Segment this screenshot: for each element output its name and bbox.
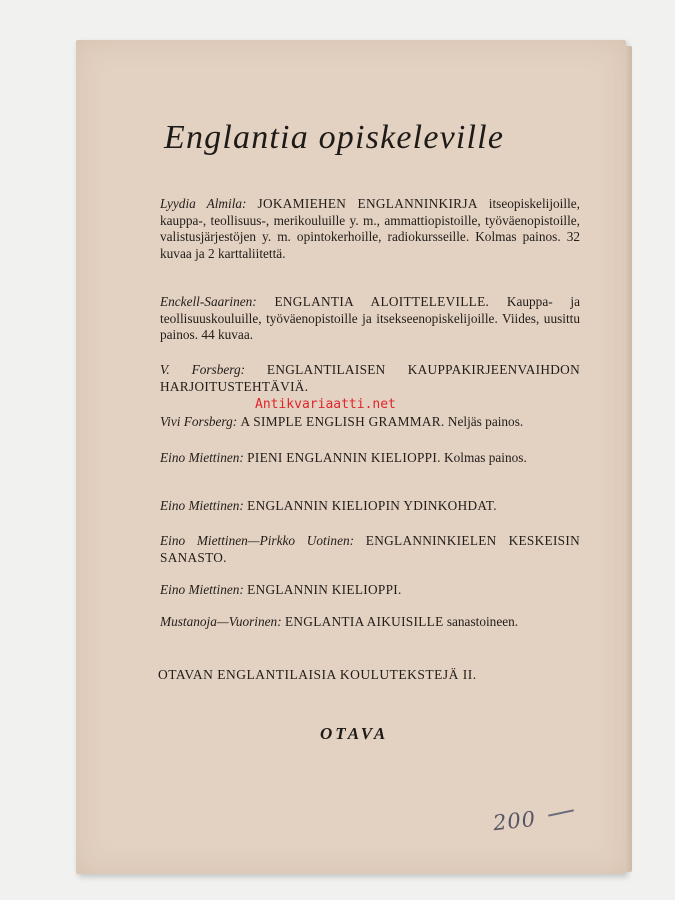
entry-work: ENGLANTIA ALOITTELEVILLE.	[274, 294, 490, 309]
entry-author: Mustanoja—Vuorinen:	[160, 614, 282, 629]
entry-work: PIENI ENGLANNIN KIELIOPPI.	[247, 450, 441, 465]
book-entry	[160, 450, 580, 467]
watermark-text: Antikvariaatti.net	[255, 397, 396, 412]
entry-author: Eino Miettinen:	[160, 498, 244, 513]
book-entry	[160, 414, 580, 431]
book-entry	[160, 582, 580, 599]
entry-details: Neljäs painos.	[447, 414, 524, 429]
book-entry	[160, 294, 580, 344]
entry-author: V. Forsberg:	[160, 362, 246, 377]
entry-work: JOKAMIEHEN ENGLANNINKIRJA	[257, 196, 478, 211]
publisher-name: OTAVA	[320, 724, 389, 743]
entry-details: Kolmas painos.	[444, 450, 527, 465]
entry-work: ENGLANTIA AIKUISILLE	[284, 614, 444, 629]
entry-work: A SIMPLE ENGLISH GRAMMAR.	[240, 414, 445, 429]
entry-work: ENGLANNIN KIELIOPPI.	[247, 582, 402, 597]
entry-details: Kauppa- ja teollisuuskouluille, työväenopistoille ja itsekseenopiskelijoille. Viides, uusittu painos. 44 kuvaa.	[160, 294, 580, 342]
entry-author: Eino Miettinen:	[160, 450, 244, 465]
book-entry	[160, 498, 580, 515]
entry-author: Enckell-Saarinen:	[160, 294, 257, 309]
entry-author: Eino Miettinen—Pirkko Uotinen:	[160, 533, 355, 548]
page-edge	[626, 46, 632, 872]
cover-title: Englantia opiskeleville	[164, 119, 505, 156]
book-entry	[160, 196, 580, 262]
entry-work: ENGLANNINKIELEN KESKEISIN SANASTO.	[160, 533, 581, 565]
entry-details: itseopiskelijoille, kauppa-, teollisuus-, merikouluille y. m., ammattiopistoille, työväenopistoille, valistusjärjestöjen y. m. opintokerhoille, radiokursseille. Kolmas painos. 32 kuvaa ja 2 karttaliitettä.	[160, 196, 580, 261]
series-name: OTAVAN ENGLANTILAISIA KOULUTEKSTEJÄ II.	[158, 667, 477, 682]
entry-work: ENGLANTILAISEN KAUPPAKIRJEENVAIHDON HARJOITUSTEHTÄVIÄ.	[160, 362, 580, 394]
book-entry	[160, 614, 580, 631]
entry-work: ENGLANNIN KIELIOPIN YDINKOHDAT.	[247, 498, 497, 513]
entry-author: Eino Miettinen:	[160, 582, 244, 597]
entry-author: Lyydia Almila:	[160, 196, 247, 211]
entry-author: Vivi Forsberg:	[160, 414, 238, 429]
pencil-price-note: 200	[491, 806, 538, 836]
entry-details: sanastoineen.	[446, 614, 519, 629]
book-entry	[160, 533, 580, 566]
book-entry	[160, 362, 580, 395]
